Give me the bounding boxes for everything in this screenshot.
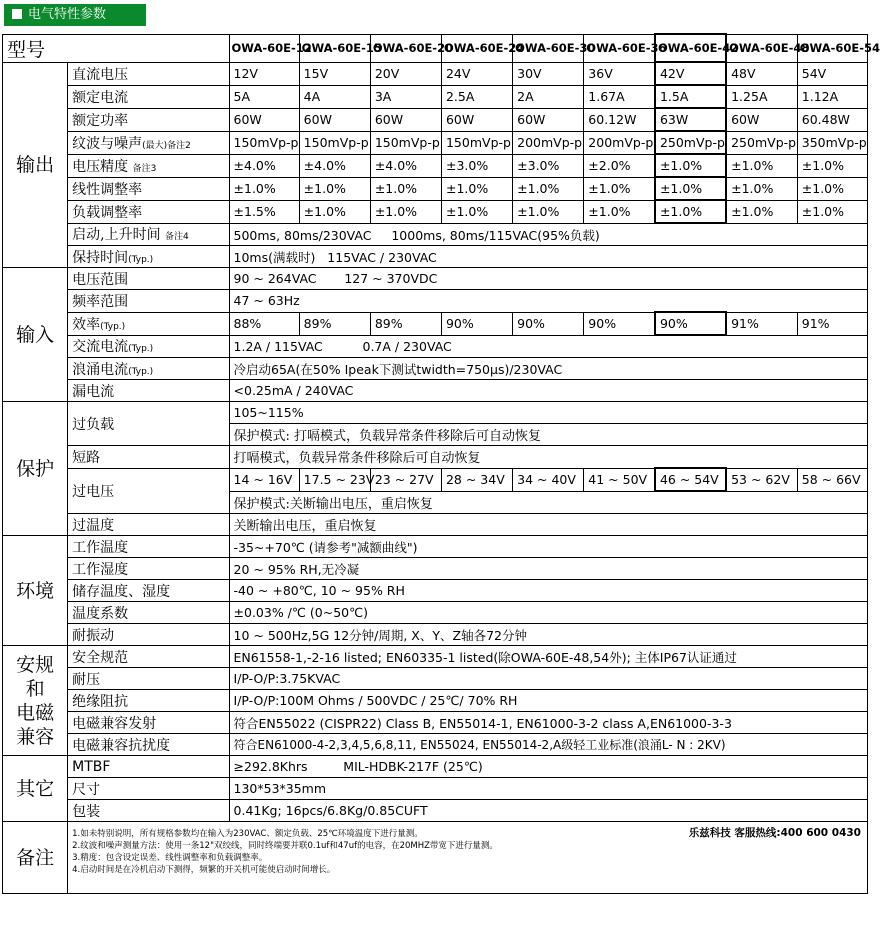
- cell: ±1.0%: [797, 154, 867, 177]
- cell: ±1.0%: [513, 177, 584, 200]
- label-text: 效率: [72, 316, 101, 333]
- span-value: EN61558-1,-2-16 listed; EN60335-1 listed(除OWA-60E-48,54外); 主体IP67认证通过: [229, 646, 867, 668]
- row-packing: [3, 800, 868, 822]
- row-label: 过负载: [68, 402, 229, 446]
- span-value: 关断输出电压，重启恢复: [229, 514, 867, 536]
- cell: 60W: [726, 108, 797, 131]
- cell: ±4.0%: [229, 154, 299, 177]
- row-label: 漏电流: [68, 380, 229, 402]
- type-label: 型号: [3, 34, 230, 62]
- span-value: -40 ~ +80℃, 10 ~ 95% RH: [229, 580, 867, 602]
- span-value: 10ms(满载时) 115VAC / 230VAC: [229, 246, 867, 268]
- cell-highlighted: 63W: [655, 108, 726, 131]
- cell: ±2.0%: [584, 154, 655, 177]
- span-value: 打嗝模式，负载异常条件移除后可自动恢复: [229, 446, 867, 469]
- row-leakage: [3, 380, 868, 402]
- row-label: [68, 131, 229, 154]
- cell: 150mVp-p: [299, 131, 370, 154]
- model-header: OWA-60E-36: [584, 34, 655, 62]
- row-label: 短路: [68, 446, 229, 469]
- cell: 150mVp-p: [370, 131, 441, 154]
- cell-highlighted: 42V: [655, 62, 726, 85]
- cell: 1.25A: [726, 85, 797, 108]
- cell: 28 ~ 34V: [441, 468, 512, 491]
- cell: ±1.0%: [584, 200, 655, 223]
- cell: 15V: [299, 62, 370, 85]
- span-value: ≥292.8Khrs MIL-HDBK-217F (25℃): [229, 756, 867, 778]
- span-value: 保护模式:关断输出电压，重启恢复: [229, 491, 867, 514]
- row-label: 额定功率: [68, 108, 229, 131]
- row-label: 温度系数: [68, 602, 229, 624]
- cell: 150mVp-p: [229, 131, 299, 154]
- row-notes: [3, 822, 868, 894]
- section-title-bar: [4, 4, 146, 26]
- note-line: 1.如未特别说明，所有规格参数均在输入为230VAC、额定负载、25℃环境温度下进行量测。: [72, 829, 423, 839]
- span-value: <0.25mA / 240VAC: [229, 380, 867, 402]
- cell: 20V: [370, 62, 441, 85]
- row-label: 额定电流: [68, 85, 229, 108]
- row-vibration: [3, 624, 868, 646]
- span-value: 10 ~ 500Hz,5G 12分钟/周期, X、Y、Z轴各72分钟: [229, 624, 867, 646]
- span-value: 冷启动65A(在50% Ipeak下测试twidth=750µs)/230VAC: [229, 358, 867, 380]
- row-work-temp: [3, 536, 868, 558]
- label-text: 交流电流: [72, 339, 129, 356]
- cell-highlighted: 250mVp-p: [655, 131, 726, 154]
- cell: ±1.0%: [726, 177, 797, 200]
- row-mtbf: [3, 756, 868, 778]
- model-header-highlighted: OWA-60E-42: [655, 34, 726, 62]
- row-load-regulation: [3, 200, 868, 223]
- cell: 2A: [513, 85, 584, 108]
- cell: 36V: [584, 62, 655, 85]
- cell-highlighted: ±1.0%: [655, 200, 726, 223]
- cell: 14 ~ 16V: [229, 468, 299, 491]
- row-hold-up: [3, 246, 868, 268]
- cell: 60W: [441, 108, 512, 131]
- note-line: 2.纹波和噪声测量方法：使用一条12"双绞线，同时终端要并联0.1uf和47uf的电容，在20MHZ带宽下进行量测。: [72, 841, 498, 851]
- row-ripple: [3, 131, 868, 154]
- contact-hotline: 乐兹科技 客服热线:400 600 0430: [688, 827, 861, 839]
- cell: 250mVp-p: [726, 131, 797, 154]
- cell: ±1.0%: [299, 200, 370, 223]
- section-line: 和: [25, 677, 45, 700]
- row-label: [68, 335, 229, 358]
- row-dc-voltage: [3, 62, 868, 85]
- row-rated-current: [3, 85, 868, 108]
- section-title: 电气特性参数: [28, 7, 107, 22]
- section-line: 电磁: [16, 701, 55, 724]
- cell: ±1.0%: [370, 200, 441, 223]
- cell: 17.5 ~ 23V: [299, 468, 370, 491]
- cell: 1.12A: [797, 85, 867, 108]
- row-label: [68, 312, 229, 335]
- cell-highlighted: 46 ~ 54V: [655, 468, 726, 491]
- cell: 2.5A: [441, 85, 512, 108]
- span-value: 47 ~ 63Hz: [229, 290, 867, 313]
- cell: 90%: [584, 312, 655, 335]
- model-header: OWA-60E-24: [441, 34, 512, 62]
- cell: 91%: [726, 312, 797, 335]
- cell: 60W: [229, 108, 299, 131]
- section-input: 输入: [3, 268, 68, 402]
- span-value: 符合EN55022 (CISPR22) Class B, EN55014-1, EN61000-3-2 class A,EN61000-3-3: [229, 712, 867, 734]
- row-rated-power: [3, 108, 868, 131]
- row-label: 安全规范: [68, 646, 229, 668]
- notes-block: [68, 822, 868, 894]
- row-label: [68, 358, 229, 380]
- spec-table: [2, 33, 880, 894]
- cell: ±1.0%: [441, 200, 512, 223]
- row-overtemp: [3, 514, 868, 536]
- square-icon: [12, 9, 22, 19]
- model-header: OWA-60E-20: [370, 34, 441, 62]
- cell: 48V: [726, 62, 797, 85]
- cell: 60W: [370, 108, 441, 131]
- row-efficiency: [3, 312, 868, 335]
- row-voltage-range: [3, 268, 868, 290]
- span-value: 130*53*35mm: [229, 778, 867, 800]
- row-label: 工作湿度: [68, 558, 229, 580]
- row-label: 电磁兼容抗扰度: [68, 734, 229, 756]
- model-header: OWA-60E-48: [726, 34, 797, 62]
- label-text: 纹波与噪声: [72, 135, 143, 152]
- cell: ±4.0%: [299, 154, 370, 177]
- row-inrush: [3, 358, 868, 380]
- row-label: 耐振动: [68, 624, 229, 646]
- cell: ±1.0%: [797, 200, 867, 223]
- label-text: 保持时间: [72, 249, 129, 266]
- row-frequency: [3, 290, 868, 313]
- row-label: 频率范围: [68, 290, 229, 313]
- row-label: 绝缘阻抗: [68, 690, 229, 712]
- label-note: (最大)备注2: [142, 140, 191, 151]
- label-note: 备注4: [165, 232, 189, 243]
- model-header: OWA-60E-15: [299, 34, 370, 62]
- section-line: 兼容: [16, 725, 55, 748]
- row-label: 线性调整率: [68, 177, 229, 200]
- label-note: (Typ.): [100, 321, 126, 332]
- header-row: [3, 34, 868, 62]
- label-note: 备注3: [132, 163, 157, 174]
- row-label: [68, 246, 229, 268]
- row-label: 直流电压: [68, 62, 229, 85]
- span-value: 保护模式: 打嗝模式，负载异常条件移除后可自动恢复: [229, 424, 867, 446]
- cell: ±1.0%: [441, 177, 512, 200]
- span-value: 500ms, 80ms/230VAC 1000ms, 80ms/115VAC(95%负载): [229, 223, 867, 246]
- row-setup-rise: [3, 223, 868, 246]
- cell: 60.12W: [584, 108, 655, 131]
- cell: 5A: [229, 85, 299, 108]
- cell: ±1.0%: [370, 177, 441, 200]
- row-short: [3, 446, 868, 469]
- cell: 12V: [229, 62, 299, 85]
- cell: ±1.5%: [229, 200, 299, 223]
- row-isolation: [3, 690, 868, 712]
- span-value: 1.2A / 115VAC 0.7A / 230VAC: [229, 335, 867, 358]
- row-label: 工作温度: [68, 536, 229, 558]
- label-note: (Typ.): [128, 366, 154, 377]
- cell: ±3.0%: [441, 154, 512, 177]
- span-value: 20 ~ 95% RH,无冷凝: [229, 558, 867, 580]
- row-label: 储存温度、湿度: [68, 580, 229, 602]
- cell: 4A: [299, 85, 370, 108]
- cell: ±1.0%: [726, 154, 797, 177]
- row-label: [68, 154, 229, 177]
- cell: ±4.0%: [370, 154, 441, 177]
- span-value: I/P-O/P:3.75KVAC: [229, 668, 867, 690]
- row-label: 尺寸: [68, 778, 229, 800]
- cell: ±3.0%: [513, 154, 584, 177]
- cell: 90%: [441, 312, 512, 335]
- row-withstand: [3, 668, 868, 690]
- row-temp-coeff: [3, 602, 868, 624]
- span-value: I/P-O/P:100M Ohms / 500VDC / 25℃/ 70% RH: [229, 690, 867, 712]
- cell: 88%: [229, 312, 299, 335]
- cell: 91%: [797, 312, 867, 335]
- cell: 89%: [299, 312, 370, 335]
- cell: 350mVp-p: [797, 131, 867, 154]
- cell: 1.67A: [584, 85, 655, 108]
- section-others: 其它: [3, 756, 68, 822]
- row-work-humidity: [3, 558, 868, 580]
- cell: 41 ~ 50V: [584, 468, 655, 491]
- row-ac-current: [3, 335, 868, 358]
- span-value: 符合EN61000-4-2,3,4,5,6,8,11, EN55024, EN55014-2,A级轻工业标准(浪涌L- N : 2KV): [229, 734, 867, 756]
- cell: 60W: [513, 108, 584, 131]
- cell: ±1.0%: [299, 177, 370, 200]
- label-text: 电压精度: [72, 158, 129, 175]
- row-voltage-accuracy: [3, 154, 868, 177]
- label-text: 启动,上升时间: [72, 227, 161, 244]
- span-value: 105~115%: [229, 402, 867, 424]
- section-environment: 环境: [3, 536, 68, 646]
- label-note: (Typ.): [128, 254, 154, 265]
- cell: 60W: [299, 108, 370, 131]
- cell-highlighted: ±1.0%: [655, 154, 726, 177]
- cell-highlighted: ±1.0%: [655, 177, 726, 200]
- cell: 89%: [370, 312, 441, 335]
- cell: 200mVp-p: [584, 131, 655, 154]
- row-safety-standards: [3, 646, 868, 668]
- cell: 58 ~ 66V: [797, 468, 867, 491]
- cell-highlighted: 90%: [655, 312, 726, 335]
- row-line-regulation: [3, 177, 868, 200]
- span-value: -35~+70℃ (请参考"减额曲线"): [229, 536, 867, 558]
- cell-highlighted: 1.5A: [655, 85, 726, 108]
- section-line: 安规: [16, 653, 55, 676]
- row-dimension: [3, 778, 868, 800]
- note-line: 4.启动时间是在冷机启动下测得，频繁的开关机可能使启动时间增长。: [72, 865, 336, 875]
- row-label: 过温度: [68, 514, 229, 536]
- section-notes: 备注: [3, 822, 68, 894]
- cell: 23 ~ 27V: [370, 468, 441, 491]
- span-value: 0.41Kg; 16pcs/6.8Kg/0.85CUFT: [229, 800, 867, 822]
- cell: 3A: [370, 85, 441, 108]
- note-line: 3.精度：包含设定误差、线性调整率和负载调整率。: [72, 853, 268, 863]
- cell: 24V: [441, 62, 512, 85]
- cell: ±1.0%: [513, 200, 584, 223]
- span-value: 90 ~ 264VAC 127 ~ 370VDC: [229, 268, 867, 290]
- row-emc-emission: [3, 712, 868, 734]
- span-value: ±0.03% /℃ (0~50℃): [229, 602, 867, 624]
- row-label: 电磁兼容发射: [68, 712, 229, 734]
- row-label: 电压范围: [68, 268, 229, 290]
- row-overvoltage-1: [3, 468, 868, 491]
- cell: 200mVp-p: [513, 131, 584, 154]
- cell: 150mVp-p: [441, 131, 512, 154]
- row-label: 负载调整率: [68, 200, 229, 223]
- cell: 54V: [797, 62, 867, 85]
- section-protection: 保护: [3, 402, 68, 536]
- cell: ±1.0%: [726, 200, 797, 223]
- cell: 34 ~ 40V: [513, 468, 584, 491]
- cell: ±1.0%: [797, 177, 867, 200]
- section-safety-emc: [3, 646, 68, 756]
- label-text: 浪涌电流: [72, 361, 129, 378]
- cell: ±1.0%: [229, 177, 299, 200]
- cell: 53 ~ 62V: [726, 468, 797, 491]
- section-output: 输出: [3, 62, 68, 268]
- row-label: [68, 223, 229, 246]
- row-label: 过电压: [68, 468, 229, 514]
- cell: 90%: [513, 312, 584, 335]
- cell: ±1.0%: [584, 177, 655, 200]
- model-header: OWA-60E-12: [229, 34, 299, 62]
- cell: 30V: [513, 62, 584, 85]
- row-emc-immunity: [3, 734, 868, 756]
- row-label: 包装: [68, 800, 229, 822]
- cell: 60.48W: [797, 108, 867, 131]
- label-note: (Typ.): [128, 344, 154, 355]
- model-header: OWA-60E-30: [513, 34, 584, 62]
- model-header: OWA-60E-54: [797, 34, 867, 62]
- row-label: MTBF: [68, 756, 229, 778]
- row-storage: [3, 580, 868, 602]
- row-label: 耐压: [68, 668, 229, 690]
- row-overload-1: [3, 402, 868, 424]
